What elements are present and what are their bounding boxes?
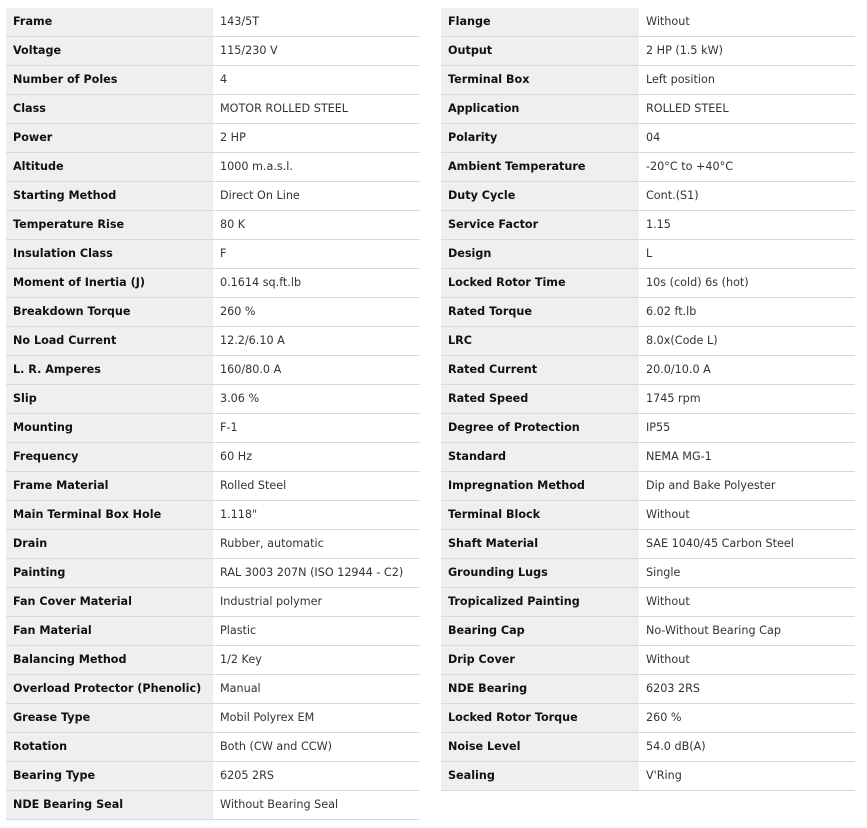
spec-row [441,385,855,414]
spec-row [441,501,855,530]
spec-value: MOTOR ROLLED STEEL [213,95,420,124]
spec-label: Duty Cycle [441,182,639,211]
spec-label: Grounding Lugs [441,559,639,588]
spec-label: Locked Rotor Torque [441,704,639,733]
spec-label: Number of Poles [6,66,213,95]
spec-label: Rated Speed [441,385,639,414]
spec-value: 1.15 [639,211,855,240]
spec-row [441,8,855,37]
spec-row [6,617,420,646]
spec-row [441,298,855,327]
spec-label: Locked Rotor Time [441,269,639,298]
spec-value: RAL 3003 207N (ISO 12944 - C2) [213,559,420,588]
spec-row [441,153,855,182]
spec-label: Breakdown Torque [6,298,213,327]
specs-table-right [441,8,855,791]
spec-row [6,762,420,791]
spec-value: 2 HP (1.5 kW) [639,37,855,66]
spec-row [441,414,855,443]
spec-label: Rated Current [441,356,639,385]
spec-value: Without [639,646,855,675]
spec-label: Impregnation Method [441,472,639,501]
spec-value: 6.02 ft.lb [639,298,855,327]
spec-value: 1000 m.a.s.l. [213,153,420,182]
spec-value: 54.0 dB(A) [639,733,855,762]
spec-row [441,240,855,269]
spec-value: NEMA MG-1 [639,443,855,472]
spec-row [6,8,420,37]
spec-label: Painting [6,559,213,588]
spec-label: Bearing Cap [441,617,639,646]
spec-row [441,762,855,791]
spec-value: 12.2/6.10 A [213,327,420,356]
spec-row [441,327,855,356]
spec-value: 160/80.0 A [213,356,420,385]
spec-label: Moment of Inertia (J) [6,269,213,298]
spec-label: Shaft Material [441,530,639,559]
spec-row [6,472,420,501]
spec-value: Plastic [213,617,420,646]
spec-label: Service Factor [441,211,639,240]
spec-label: Insulation Class [6,240,213,269]
spec-label: Design [441,240,639,269]
spec-value: SAE 1040/45 Carbon Steel [639,530,855,559]
spec-value: -20°C to +40°C [639,153,855,182]
spec-row [441,472,855,501]
spec-label: Overload Protector (Phenolic) [6,675,213,704]
spec-row [6,124,420,153]
spec-row [6,211,420,240]
spec-value: 1745 rpm [639,385,855,414]
spec-row [441,269,855,298]
spec-row [6,646,420,675]
spec-value: Industrial polymer [213,588,420,617]
spec-value: V'Ring [639,762,855,791]
spec-value: 2 HP [213,124,420,153]
spec-label: Standard [441,443,639,472]
spec-label: Terminal Block [441,501,639,530]
spec-row [6,95,420,124]
spec-label: Terminal Box [441,66,639,95]
spec-row [441,443,855,472]
spec-row [441,733,855,762]
spec-value: Rolled Steel [213,472,420,501]
spec-value: 10s (cold) 6s (hot) [639,269,855,298]
spec-value: Mobil Polyrex EM [213,704,420,733]
spec-label: No Load Current [6,327,213,356]
spec-label: Class [6,95,213,124]
spec-row [6,559,420,588]
spec-value: Manual [213,675,420,704]
spec-row [6,675,420,704]
spec-label: Main Terminal Box Hole [6,501,213,530]
spec-row [441,530,855,559]
spec-row [441,356,855,385]
spec-value: 80 K [213,211,420,240]
spec-row [6,588,420,617]
spec-row [6,733,420,762]
spec-row [6,153,420,182]
spec-row [441,37,855,66]
spec-label: Application [441,95,639,124]
spec-value: 20.0/10.0 A [639,356,855,385]
spec-row [6,356,420,385]
spec-row [441,588,855,617]
spec-row [441,646,855,675]
spec-row [6,298,420,327]
spec-value: 6203 2RS [639,675,855,704]
spec-row [441,182,855,211]
spec-row [441,704,855,733]
spec-row [6,385,420,414]
spec-value: 3.06 % [213,385,420,414]
spec-label: Power [6,124,213,153]
spec-value: 260 % [213,298,420,327]
spec-row [6,704,420,733]
spec-value: Without [639,588,855,617]
spec-label: Drip Cover [441,646,639,675]
spec-row [6,37,420,66]
spec-value: F-1 [213,414,420,443]
spec-label: Rotation [6,733,213,762]
spec-row [6,66,420,95]
spec-label: Bearing Type [6,762,213,791]
spec-label: Tropicalized Painting [441,588,639,617]
spec-value: 04 [639,124,855,153]
spec-label: Frequency [6,443,213,472]
spec-value: ROLLED STEEL [639,95,855,124]
spec-label: NDE Bearing [441,675,639,704]
spec-value: 115/230 V [213,37,420,66]
spec-row [6,530,420,559]
spec-label: LRC [441,327,639,356]
spec-row [441,617,855,646]
spec-value: 6205 2RS [213,762,420,791]
spec-label: Balancing Method [6,646,213,675]
spec-value: Both (CW and CCW) [213,733,420,762]
spec-value: 60 Hz [213,443,420,472]
spec-label: NDE Bearing Seal [6,791,213,820]
spec-row [6,240,420,269]
spec-value: IP55 [639,414,855,443]
spec-label: Degree of Protection [441,414,639,443]
spec-label: Rated Torque [441,298,639,327]
spec-row [441,66,855,95]
spec-value: Without [639,501,855,530]
spec-label: Output [441,37,639,66]
spec-value: Cont.(S1) [639,182,855,211]
spec-row [6,414,420,443]
spec-row [441,675,855,704]
spec-value: 143/5T [213,8,420,37]
spec-value: F [213,240,420,269]
spec-label: Slip [6,385,213,414]
spec-label: Sealing [441,762,639,791]
spec-label: Flange [441,8,639,37]
spec-label: Mounting [6,414,213,443]
spec-value: Dip and Bake Polyester [639,472,855,501]
spec-row [441,211,855,240]
spec-value: Rubber, automatic [213,530,420,559]
spec-row [441,559,855,588]
spec-label: Altitude [6,153,213,182]
spec-value: Left position [639,66,855,95]
spec-row [441,95,855,124]
spec-row [6,327,420,356]
spec-value: No-Without Bearing Cap [639,617,855,646]
specs-table-left [6,8,420,820]
spec-row [6,269,420,298]
spec-row [6,182,420,211]
spec-label: Ambient Temperature [441,153,639,182]
spec-label: Fan Material [6,617,213,646]
spec-value: Direct On Line [213,182,420,211]
spec-label: Frame Material [6,472,213,501]
spec-row [441,124,855,153]
spec-value: Without Bearing Seal [213,791,420,820]
spec-row [6,501,420,530]
spec-value: L [639,240,855,269]
spec-value: 260 % [639,704,855,733]
spec-label: Voltage [6,37,213,66]
spec-label: L. R. Amperes [6,356,213,385]
spec-row [6,791,420,820]
spec-value: Without [639,8,855,37]
spec-value: 1/2 Key [213,646,420,675]
spec-label: Polarity [441,124,639,153]
spec-value: 4 [213,66,420,95]
spec-label: Fan Cover Material [6,588,213,617]
spec-label: Starting Method [6,182,213,211]
spec-row [6,443,420,472]
spec-label: Grease Type [6,704,213,733]
spec-label: Frame [6,8,213,37]
spec-label: Noise Level [441,733,639,762]
spec-value: 0.1614 sq.ft.lb [213,269,420,298]
spec-value: 1.118" [213,501,420,530]
spec-value: Single [639,559,855,588]
spec-label: Drain [6,530,213,559]
spec-value: 8.0x(Code L) [639,327,855,356]
spec-label: Temperature Rise [6,211,213,240]
